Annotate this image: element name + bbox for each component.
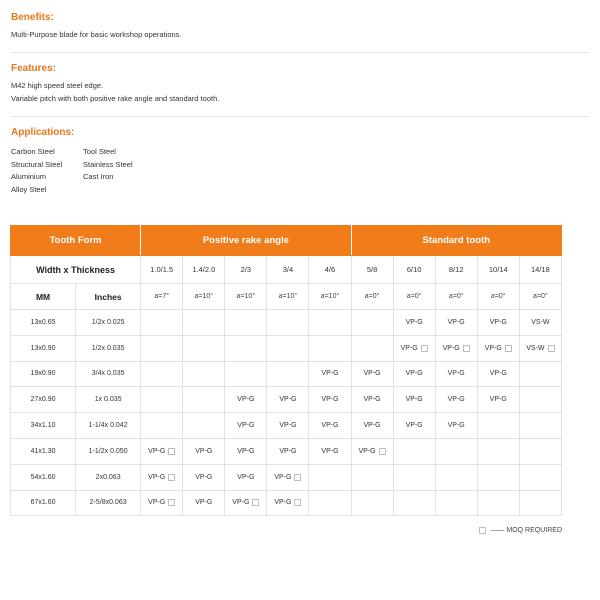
tooth-code: VP-G bbox=[489, 318, 507, 326]
size-inches-cell: 2-5/8x0.063 bbox=[76, 490, 141, 516]
tooth-code: VP-G bbox=[447, 318, 465, 326]
tooth-code: VP-G bbox=[442, 344, 460, 352]
tooth-cell bbox=[477, 310, 519, 336]
tooth-cell bbox=[225, 464, 267, 490]
tooth-cell bbox=[141, 438, 183, 464]
rake-angle-cell: a=10° bbox=[225, 284, 267, 310]
tooth-cell bbox=[477, 335, 519, 361]
moq-box-icon bbox=[168, 499, 175, 506]
tooth-code: VP-G bbox=[363, 422, 381, 430]
tooth-cell bbox=[435, 464, 477, 490]
tooth-cell bbox=[435, 438, 477, 464]
tooth-cell bbox=[351, 490, 393, 516]
tpi-header-cell: 14/18 bbox=[519, 256, 561, 284]
table-header-row bbox=[11, 226, 562, 256]
tooth-cell-content bbox=[531, 319, 549, 326]
moq-legend bbox=[479, 527, 562, 534]
tooth-cell bbox=[435, 361, 477, 387]
tpi-header-cell: 3/4 bbox=[267, 256, 309, 284]
tooth-cell bbox=[309, 490, 351, 516]
tooth-cell-content bbox=[237, 422, 254, 429]
tooth-cell bbox=[519, 490, 561, 516]
tooth-code: VP-G bbox=[148, 447, 166, 455]
tooth-cell bbox=[141, 387, 183, 413]
tooth-cell bbox=[225, 335, 267, 361]
tooth-cell bbox=[393, 361, 435, 387]
tooth-code: VP-G bbox=[363, 370, 381, 378]
tooth-code: VP-G bbox=[321, 370, 339, 378]
tooth-code: VP-G bbox=[237, 396, 255, 404]
tooth-cell-content bbox=[364, 370, 381, 377]
tpi-header-cell: 8/12 bbox=[435, 256, 477, 284]
divider bbox=[11, 52, 589, 53]
tooth-cell bbox=[351, 387, 393, 413]
standard-tooth-header: Standard tooth bbox=[351, 226, 561, 256]
size-inches-cell: 1x 0.035 bbox=[76, 387, 141, 413]
tooth-cell bbox=[141, 413, 183, 439]
tooth-cell-content bbox=[321, 448, 338, 455]
tooth-code: VP-G bbox=[279, 447, 297, 455]
table-row bbox=[11, 413, 562, 439]
tpi-header-cell: 10/14 bbox=[477, 256, 519, 284]
tooth-cell-content bbox=[406, 319, 423, 326]
tooth-cell-content bbox=[490, 370, 507, 377]
tooth-code: VP-G bbox=[405, 318, 423, 326]
tooth-cell bbox=[519, 310, 561, 336]
benefits-line: Multi-Purpose blade for basic workshop operations. bbox=[11, 30, 182, 39]
size-inches-cell: 3/4x 0.035 bbox=[76, 361, 141, 387]
tooth-cell bbox=[477, 490, 519, 516]
tooth-cell-content bbox=[526, 345, 554, 352]
tooth-cell bbox=[183, 464, 225, 490]
size-inches-cell: 1/2x 0.025 bbox=[76, 310, 141, 336]
tooth-cell bbox=[351, 438, 393, 464]
tooth-code: VP-G bbox=[405, 396, 423, 404]
positive-rake-header: Positive rake angle bbox=[141, 226, 351, 256]
tooth-cell-content bbox=[232, 499, 259, 506]
tooth-form-header: Tooth Form bbox=[11, 226, 141, 256]
tooth-cell bbox=[225, 438, 267, 464]
tooth-cell bbox=[309, 361, 351, 387]
size-inches-cell: 1-1/4x 0.042 bbox=[76, 413, 141, 439]
tooth-cell-content bbox=[237, 474, 254, 481]
tooth-cell bbox=[225, 387, 267, 413]
tooth-cell bbox=[393, 310, 435, 336]
tooth-cell bbox=[267, 438, 309, 464]
application-item: Carbon Steel bbox=[11, 147, 55, 156]
moq-legend-label: —— MOQ REQUIRED bbox=[490, 527, 562, 534]
tooth-code: VP-G bbox=[405, 370, 423, 378]
moq-box-icon bbox=[168, 474, 175, 481]
table-row bbox=[11, 490, 562, 516]
tooth-code: VP-G bbox=[195, 447, 213, 455]
tooth-cell-content bbox=[195, 474, 212, 481]
tooth-code: VS-W bbox=[526, 344, 545, 352]
rake-angle-cell: a=0° bbox=[519, 284, 561, 310]
tooth-cell bbox=[183, 335, 225, 361]
tooth-form-table bbox=[10, 225, 562, 516]
tooth-cell bbox=[309, 464, 351, 490]
moq-box-icon bbox=[252, 499, 259, 506]
tooth-code: VP-G bbox=[321, 422, 339, 430]
tooth-code: VP-G bbox=[484, 344, 502, 352]
tooth-cell bbox=[183, 413, 225, 439]
inches-column-header: Inches bbox=[76, 284, 141, 310]
tooth-cell-content bbox=[321, 422, 338, 429]
moq-box-icon bbox=[421, 345, 428, 352]
application-item: Stainless Steel bbox=[83, 159, 133, 169]
divider bbox=[11, 116, 589, 117]
tooth-cell-content bbox=[401, 345, 428, 352]
tooth-cell bbox=[477, 464, 519, 490]
size-mm-cell: 67x1.60 bbox=[11, 490, 76, 516]
size-mm-cell: 19x0.90 bbox=[11, 361, 76, 387]
tpi-header-cell: 6/10 bbox=[393, 256, 435, 284]
tpi-header-cell: 1.0/1.5 bbox=[141, 256, 183, 284]
tooth-cell bbox=[141, 310, 183, 336]
rake-angle-cell: a=10° bbox=[309, 284, 351, 310]
tooth-code: VP-G bbox=[447, 422, 465, 430]
tooth-cell bbox=[267, 490, 309, 516]
features-line: M42 high speed steel edge. bbox=[11, 81, 104, 90]
tooth-code: VP-G bbox=[148, 499, 166, 507]
tpi-header-cell: 4/6 bbox=[309, 256, 351, 284]
moq-box-icon bbox=[463, 345, 470, 352]
tooth-cell bbox=[267, 310, 309, 336]
table-row bbox=[11, 464, 562, 490]
tooth-cell bbox=[435, 413, 477, 439]
table-row bbox=[11, 335, 562, 361]
tooth-cell bbox=[183, 387, 225, 413]
size-mm-cell: 41x1.30 bbox=[11, 438, 76, 464]
moq-box-icon bbox=[168, 448, 175, 455]
table-row bbox=[11, 361, 562, 387]
rake-angle-cell: a=10° bbox=[267, 284, 309, 310]
applications-list bbox=[11, 146, 589, 196]
tooth-cell bbox=[267, 464, 309, 490]
tooth-cell-content bbox=[321, 396, 338, 403]
tooth-code: VP-G bbox=[195, 499, 213, 507]
tooth-cell bbox=[309, 438, 351, 464]
benefits-title: Benefits: bbox=[11, 12, 54, 23]
tooth-cell bbox=[519, 361, 561, 387]
applications-col-2 bbox=[83, 146, 173, 196]
width-thickness-label: Width x Thickness bbox=[11, 256, 141, 284]
tooth-cell-content bbox=[237, 448, 254, 455]
size-inches-cell: 1-1/2x 0.050 bbox=[76, 438, 141, 464]
tooth-cell bbox=[141, 464, 183, 490]
tooth-cell bbox=[351, 464, 393, 490]
tooth-cell bbox=[225, 361, 267, 387]
tooth-cell bbox=[435, 490, 477, 516]
tooth-cell bbox=[435, 387, 477, 413]
moq-box-icon bbox=[294, 474, 301, 481]
tooth-code: VP-G bbox=[321, 396, 339, 404]
moq-box-icon bbox=[379, 448, 386, 455]
moq-box-icon bbox=[294, 499, 301, 506]
tooth-cell bbox=[393, 464, 435, 490]
rake-angle-cell: a=0° bbox=[435, 284, 477, 310]
tooth-cell bbox=[183, 310, 225, 336]
tooth-cell-content bbox=[279, 448, 296, 455]
tooth-cell-content bbox=[195, 499, 212, 506]
benefits-section bbox=[11, 12, 589, 42]
tooth-cell bbox=[183, 438, 225, 464]
tooth-cell bbox=[267, 361, 309, 387]
applications-section bbox=[11, 127, 589, 196]
tooth-code: VP-G bbox=[195, 473, 213, 481]
tooth-cell bbox=[267, 387, 309, 413]
tooth-cell-content bbox=[364, 396, 381, 403]
tooth-code: VP-G bbox=[237, 447, 255, 455]
rake-angle-cell: a=0° bbox=[477, 284, 519, 310]
tooth-cell bbox=[477, 413, 519, 439]
tooth-cell-content bbox=[448, 319, 465, 326]
tooth-cell bbox=[519, 464, 561, 490]
tooth-cell bbox=[351, 335, 393, 361]
tooth-cell bbox=[393, 490, 435, 516]
tooth-cell bbox=[393, 387, 435, 413]
tooth-code: VP-G bbox=[358, 447, 376, 455]
tooth-code: VP-G bbox=[489, 370, 507, 378]
tooth-cell-content bbox=[279, 422, 296, 429]
tooth-code: VP-G bbox=[363, 396, 381, 404]
tooth-cell bbox=[267, 413, 309, 439]
tooth-cell bbox=[435, 335, 477, 361]
tooth-cell-content bbox=[321, 370, 338, 377]
tooth-cell-content bbox=[274, 474, 301, 481]
application-item: Alloy Steel bbox=[11, 184, 47, 194]
tooth-code: VP-G bbox=[232, 499, 250, 507]
tooth-cell-content bbox=[406, 422, 423, 429]
tooth-cell bbox=[309, 387, 351, 413]
tooth-code: VP-G bbox=[447, 396, 465, 404]
tooth-cell bbox=[351, 310, 393, 336]
tpi-header-cell: 1.4/2.0 bbox=[183, 256, 225, 284]
tooth-cell bbox=[141, 335, 183, 361]
tooth-cell bbox=[267, 335, 309, 361]
tooth-cell bbox=[477, 438, 519, 464]
applications-col-1 bbox=[11, 146, 83, 196]
applications-title: Applications: bbox=[11, 127, 75, 138]
rake-angle-cell: a=0° bbox=[351, 284, 393, 310]
tooth-cell bbox=[309, 335, 351, 361]
tooth-code: VP-G bbox=[405, 422, 423, 430]
tpi-header-cell: 5/8 bbox=[351, 256, 393, 284]
tooth-cell-content bbox=[490, 396, 507, 403]
rake-angle-cell: a=0° bbox=[393, 284, 435, 310]
size-inches-cell: 2x0.063 bbox=[76, 464, 141, 490]
table-row bbox=[11, 387, 562, 413]
tooth-code: VP-G bbox=[274, 499, 292, 507]
tooth-cell bbox=[225, 413, 267, 439]
tooth-cell-content bbox=[485, 345, 512, 352]
tooth-code: VP-G bbox=[489, 396, 507, 404]
moq-box-icon bbox=[548, 345, 555, 352]
application-item: Structural Steel bbox=[11, 159, 63, 169]
tooth-cell-content bbox=[448, 422, 465, 429]
size-mm-cell: 34x1.10 bbox=[11, 413, 76, 439]
tpi-row bbox=[11, 256, 562, 284]
tooth-code: VP-G bbox=[148, 473, 166, 481]
tooth-cell bbox=[141, 361, 183, 387]
tooth-cell bbox=[519, 335, 561, 361]
table-row bbox=[11, 438, 562, 464]
tpi-header-cell: 2/3 bbox=[225, 256, 267, 284]
tooth-cell bbox=[309, 413, 351, 439]
tooth-cell bbox=[519, 438, 561, 464]
tooth-cell bbox=[183, 490, 225, 516]
tooth-code: VP-G bbox=[279, 396, 297, 404]
tooth-cell bbox=[225, 490, 267, 516]
tooth-cell-content bbox=[195, 448, 212, 455]
angle-row bbox=[11, 284, 562, 310]
moq-box-icon bbox=[505, 345, 512, 352]
tooth-cell-content bbox=[443, 345, 470, 352]
tooth-cell bbox=[309, 310, 351, 336]
tooth-cell bbox=[141, 490, 183, 516]
tooth-code: VP-G bbox=[237, 473, 255, 481]
tooth-cell-content bbox=[406, 396, 423, 403]
rake-angle-cell: a=7° bbox=[141, 284, 183, 310]
tooth-code: VS-W bbox=[531, 318, 550, 326]
tooth-cell-content bbox=[237, 396, 254, 403]
tooth-cell bbox=[351, 361, 393, 387]
tooth-cell-content bbox=[274, 499, 301, 506]
tooth-cell-content bbox=[490, 319, 507, 326]
tooth-cell bbox=[519, 413, 561, 439]
rake-angle-cell: a=10° bbox=[183, 284, 225, 310]
features-line: Variable pitch with both positive rake angle and standard tooth. bbox=[11, 93, 220, 103]
size-mm-cell: 13x0.90 bbox=[11, 335, 76, 361]
tooth-cell-content bbox=[279, 396, 296, 403]
benefits-text bbox=[11, 29, 589, 42]
tooth-cell bbox=[477, 387, 519, 413]
tooth-code: VP-G bbox=[321, 447, 339, 455]
tooth-code: VP-G bbox=[274, 473, 292, 481]
tooth-code: VP-G bbox=[447, 370, 465, 378]
tooth-code: VP-G bbox=[237, 422, 255, 430]
features-text bbox=[11, 80, 589, 105]
tooth-cell-content bbox=[148, 474, 175, 481]
tooth-cell-content bbox=[448, 370, 465, 377]
tooth-cell bbox=[477, 361, 519, 387]
tooth-cell bbox=[393, 438, 435, 464]
tooth-cell-content bbox=[359, 448, 386, 455]
tooth-cell bbox=[519, 387, 561, 413]
tooth-code: VP-G bbox=[400, 344, 418, 352]
tooth-cell-content bbox=[148, 448, 175, 455]
tooth-cell bbox=[351, 413, 393, 439]
features-title: Features: bbox=[11, 63, 57, 74]
moq-box-icon bbox=[479, 527, 486, 534]
tooth-cell bbox=[435, 310, 477, 336]
tooth-cell-content bbox=[406, 370, 423, 377]
size-mm-cell: 27x0.90 bbox=[11, 387, 76, 413]
size-mm-cell: 13x0.65 bbox=[11, 310, 76, 336]
mm-column-header: MM bbox=[11, 284, 76, 310]
tooth-cell-content bbox=[148, 499, 175, 506]
tooth-cell-content bbox=[448, 396, 465, 403]
size-inches-cell: 1/2x 0.035 bbox=[76, 335, 141, 361]
application-item: Tool Steel bbox=[83, 147, 116, 156]
tooth-cell bbox=[225, 310, 267, 336]
tooth-cell-content bbox=[364, 422, 381, 429]
tooth-cell bbox=[183, 361, 225, 387]
tooth-code: VP-G bbox=[279, 422, 297, 430]
application-item: Cast Iron bbox=[83, 172, 114, 182]
tooth-cell bbox=[393, 335, 435, 361]
tooth-cell bbox=[393, 413, 435, 439]
table-row bbox=[11, 310, 562, 336]
features-section bbox=[11, 63, 589, 105]
size-mm-cell: 54x1.60 bbox=[11, 464, 76, 490]
application-item: Aluminium bbox=[11, 172, 47, 182]
